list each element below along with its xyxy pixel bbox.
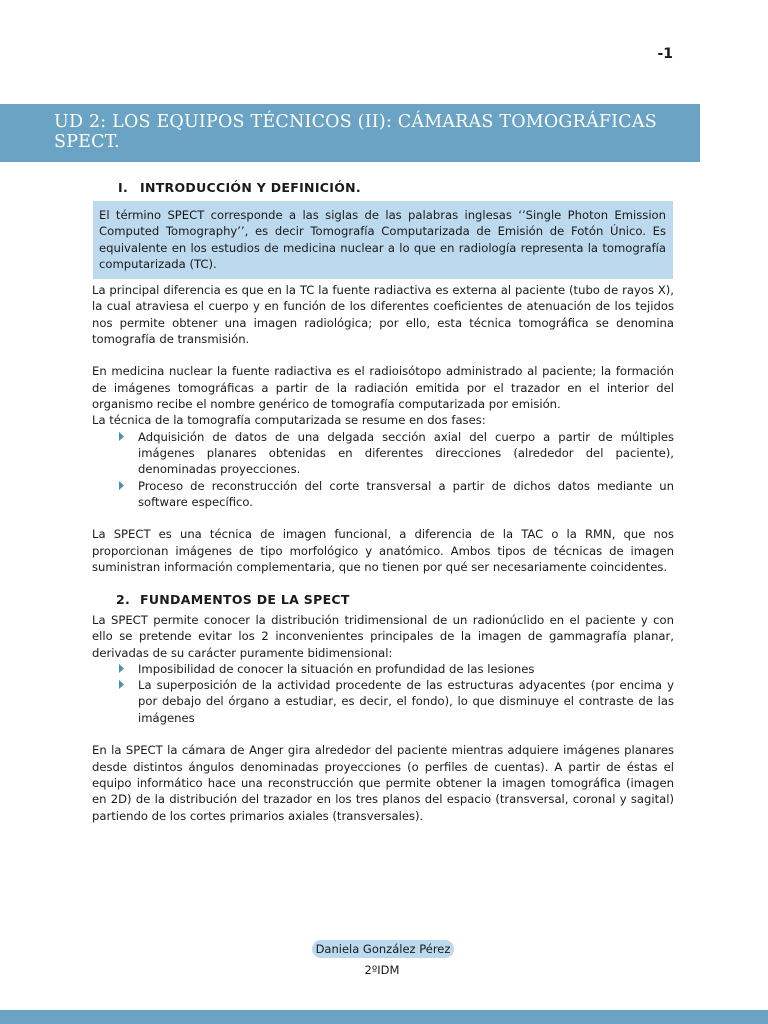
section-2-body: [92, 612, 674, 824]
chevron-bullet-icon: [119, 481, 124, 490]
section-1-body: [92, 282, 674, 575]
section-2-paragraph-1: La SPECT permite conocer la distribución tridimensional de un radionúclido en el paciente y con ello se pretende evitar los 2 inconvenientes principales de la imagen de gammagrafía planar, derivadas de su carácter puramente bidimensional:: [92, 613, 674, 660]
bullet-text: Proceso de reconstrucción del corte transversal a partir de dichos datos mediante un software específico.: [138, 478, 674, 509]
bullet-text: La superposición de la actividad procedente de las estructuras adyacentes (por encima y por debajo del órgano a estudiar, es decir, el fondo), lo que disminuye el contraste de las imágenes: [138, 678, 674, 725]
section-2-paragraph-2: En la SPECT la cámara de Anger gira alrededor del paciente mientras adquiere imágenes planares desde distintos ángulos denominadas proyecciones (o perfiles de cuentas). A partir de éstas el equipo informático hace una reconstrucción que permite obtener la imagen tomográfica (imagen en 2D) de la distribución del trazador en los tres planos del espacio (transversal, coronal y sagital) partiendo de los cortes primarios axiales (transversales).: [92, 743, 674, 823]
section-1-paragraph-2: En medicina nuclear la fuente radiactiva es el radioisótopo administrado al paciente; la formación de imágenes tomográficas a partir de la radiación emitida por el trazador en el interior del organismo recibe el nombre genérico de tomografía computarizada por emisión.: [92, 364, 674, 412]
definition-highlight-box: [93, 201, 673, 279]
page-number: -1: [657, 46, 673, 62]
section-1-paragraph-3: La técnica de la tomografía computarizada se resume en dos fases:: [92, 413, 486, 428]
bullet-text: Imposibilidad de conocer la situación en profundidad de las lesiones: [138, 661, 535, 676]
bottom-accent-bar: [0, 1010, 768, 1024]
chevron-bullet-icon: [119, 432, 124, 441]
section-1-number: I.: [118, 180, 128, 195]
section-1-paragraph-1: La principal diferencia es que en la TC la fuente radiactiva es externa al paciente (tubo de rayos X), la cual atraviesa el cuerpo y en función de los diferentes coeficientes de atenuación de los tejidos nos permite obtener una imagen radiológica; por ello, esta técnica tomográfica se denomina tomografía de transmisión.: [92, 283, 674, 346]
list-item: [92, 677, 674, 726]
section-2-title: FUNDAMENTOS DE LA SPECT: [140, 592, 350, 607]
section-1-heading: [118, 180, 361, 195]
section-1-title: INTRODUCCIÓN Y DEFINICIÓN.: [140, 180, 361, 195]
list-item: [92, 661, 674, 677]
list-item: [92, 429, 674, 478]
author-name-badge: Daniela González Pérez: [312, 940, 454, 958]
section-1-bullet-list: [92, 429, 674, 510]
list-item: [92, 478, 674, 511]
section-2-bullet-list: [92, 661, 674, 726]
section-1-paragraph-4: La SPECT es una técnica de imagen funcional, a diferencia de la TAC o la RMN, que nos proporcionan imágenes de tipo morfológico y anatómico. Ambos tipos de técnicas de imagen suministran información complementaria, que no tienen por qué ser necesariamente coincidentes.: [92, 527, 674, 575]
section-2-number: 2.: [116, 592, 131, 607]
bullet-text: Adquisición de datos de una delgada sección axial del cuerpo a partir de múltiples imágenes planares obtenidas en diferentes direcciones (alrededor del paciente), denominadas proyecciones.: [138, 429, 674, 477]
chevron-bullet-icon: [119, 664, 124, 673]
chevron-bullet-icon: [119, 680, 124, 689]
class-label: 2ºIDM: [364, 963, 400, 977]
section-2-heading: [116, 592, 350, 607]
definition-text: El término SPECT corresponde a las siglas de las palabras inglesas ‘’Single Photon Emission Computed Tomography’’, es decir Tomografía Computarizada de Emisión de Fotón Único. Es equivalente en los estudios de medicina nuclear a lo que en radiología representa la tomografía computarizada (TC).: [99, 208, 666, 271]
page-title: UD 2: LOS EQUIPOS TÉCNICOS (II): CÁMARAS TOMOGRÁFICAS SPECT.: [54, 112, 657, 152]
